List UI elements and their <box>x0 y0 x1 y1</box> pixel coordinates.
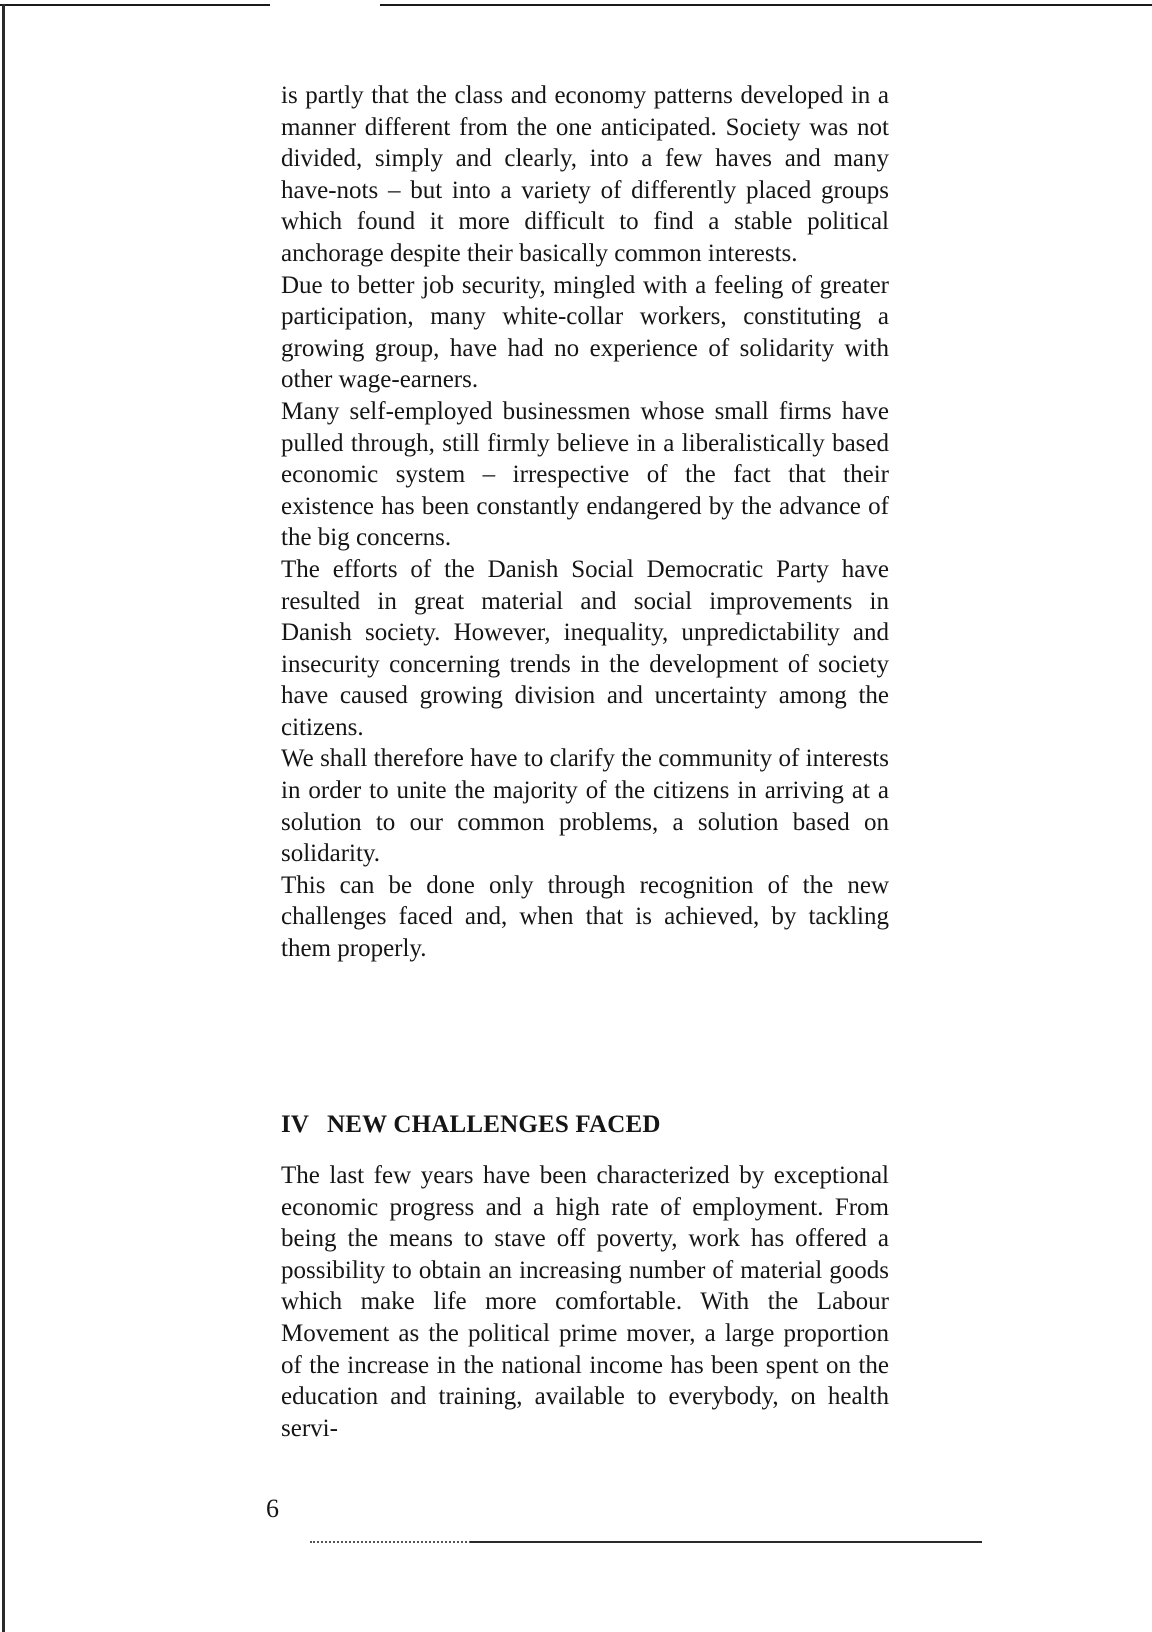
paragraph-self-employed: Many self-employed businessmen whose small firms have pulled through, still firmly believe in a liberalistically based economic system – irrespective of the fact that their existence has been constantly endangered by the advance of the big concerns. <box>281 397 889 552</box>
page-number: 6 <box>266 1494 279 1523</box>
section-title: NEW CHALLENGES FACED <box>327 1111 661 1138</box>
section-heading <box>281 1109 889 1140</box>
paragraph-party-efforts: The efforts of the Danish Social Democratic Party have resulted in great material and social improvements in Danish society. However, inequality, unpredictability and insecurity concerning trends in the development of society have caused growing division and uncertainty among the citizens. <box>281 555 889 741</box>
bottom-solid-rule <box>470 1541 982 1543</box>
paragraph-community-interests: We shall therefore have to clarify the community of interests in order to unite the majority of the citizens in arriving at a solution to our common problems, a solution based on solidarity. <box>281 745 889 868</box>
top-border-rule <box>0 4 1152 6</box>
paragraph-economic-progress: The last few years have been characterized by exceptional economic progress and a high rate of employment. From being the means to stave off poverty, work has offered a possibility to obtain an increasing number of material goods which make life more comfortable. With the Labour Movement as the political prime mover, a large proportion of the increase in the national income has been spent on the education and training, available to everybody, on health servi- <box>281 1162 889 1442</box>
section-number: IV <box>281 1111 310 1138</box>
paragraph-new-challenges: This can be done only through recognition of the new challenges faced and, when that is achieved, by tackling them properly. <box>281 871 889 963</box>
left-border-rule <box>2 4 5 1632</box>
section-text-column <box>281 1160 889 1444</box>
top-border-gap <box>270 3 380 7</box>
paragraph-class-patterns: is partly that the class and economy patterns developed in a manner different from the one anticipated. Society was not divided, simply and clearly, into a few haves and many have-nots – but into a variety of differently placed groups which found it more difficult to find a stable political anchorage despite their basically common interests. <box>281 82 889 267</box>
paragraph-white-collar: Due to better job security, mingled with a feeling of greater participation, many white-collar workers, constituting a growing group, have had no experience of solidarity with other wage-earners. <box>281 271 889 394</box>
body-text-column <box>281 80 889 965</box>
